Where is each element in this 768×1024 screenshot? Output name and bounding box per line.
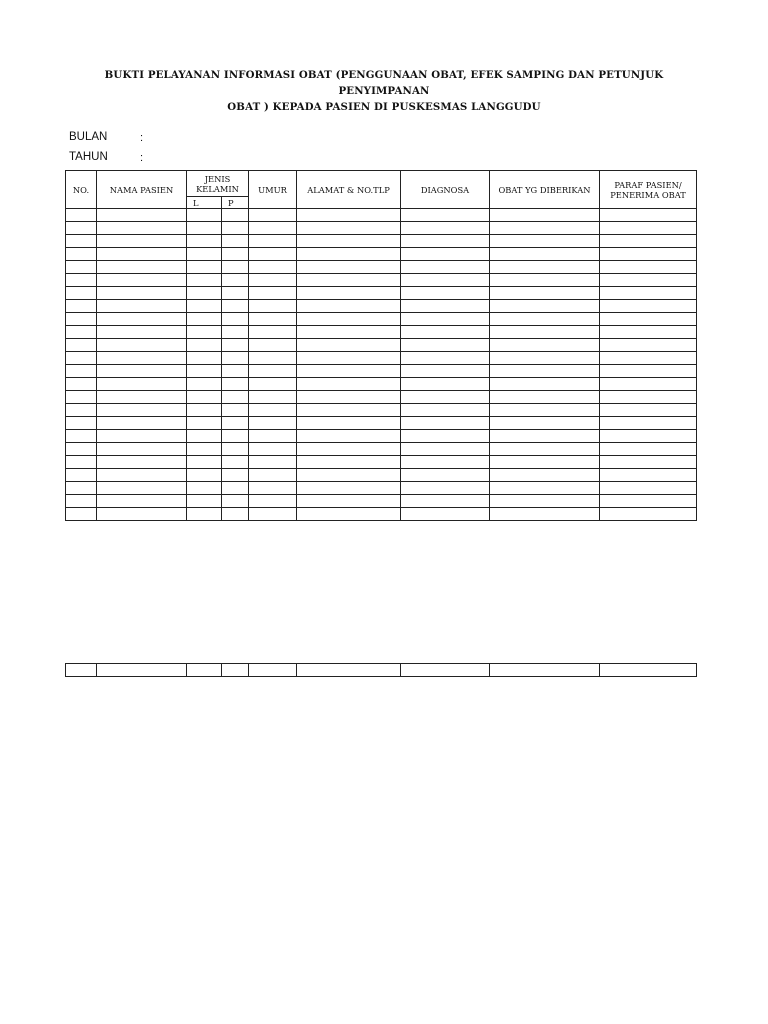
cell-alamat xyxy=(297,664,401,677)
cell-no xyxy=(66,326,97,339)
cell-umur xyxy=(249,326,297,339)
cell-umur xyxy=(249,287,297,300)
cell-nama-pasien xyxy=(97,482,187,495)
cell-no xyxy=(66,404,97,417)
table-row xyxy=(66,274,697,287)
cell-no xyxy=(66,482,97,495)
table-row xyxy=(66,443,697,456)
cell-paraf xyxy=(600,469,697,482)
cell-umur xyxy=(249,417,297,430)
table-row xyxy=(66,261,697,274)
header-jenis-kelamin xyxy=(187,171,249,197)
cell-nama-pasien xyxy=(97,248,187,261)
cell-paraf xyxy=(600,495,697,508)
table-row xyxy=(66,339,697,352)
cell-diagnosa xyxy=(401,261,490,274)
cell-p xyxy=(222,495,249,508)
table-row xyxy=(66,235,697,248)
cell-diagnosa xyxy=(401,339,490,352)
cell-nama-pasien xyxy=(97,443,187,456)
cell-l xyxy=(187,482,222,495)
cell-p xyxy=(222,261,249,274)
cell-umur xyxy=(249,391,297,404)
cell-alamat xyxy=(297,209,401,222)
header-diagnosa: DIAGNOSA xyxy=(401,171,490,209)
cell-nama-pasien xyxy=(97,469,187,482)
cell-alamat xyxy=(297,417,401,430)
cell-diagnosa xyxy=(401,430,490,443)
cell-p xyxy=(222,378,249,391)
cell-nama-pasien xyxy=(97,274,187,287)
footer-body xyxy=(66,664,697,677)
cell-p xyxy=(222,235,249,248)
table-row xyxy=(66,287,697,300)
cell-l xyxy=(187,274,222,287)
cell-diagnosa xyxy=(401,391,490,404)
cell-obat xyxy=(490,391,600,404)
cell-nama-pasien xyxy=(97,352,187,365)
cell-l xyxy=(187,313,222,326)
cell-no xyxy=(66,508,97,521)
cell-obat xyxy=(490,664,600,677)
table-body xyxy=(66,209,697,521)
cell-obat xyxy=(490,469,600,482)
cell-no xyxy=(66,300,97,313)
cell-umur xyxy=(249,209,297,222)
cell-diagnosa xyxy=(401,456,490,469)
cell-alamat xyxy=(297,339,401,352)
table-row xyxy=(66,209,697,222)
cell-obat xyxy=(490,248,600,261)
cell-nama-pasien xyxy=(97,287,187,300)
cell-diagnosa xyxy=(401,235,490,248)
bulan-colon: : xyxy=(140,132,144,144)
cell-paraf xyxy=(600,235,697,248)
table-row xyxy=(66,365,697,378)
cell-l xyxy=(187,430,222,443)
cell-nama-pasien xyxy=(97,664,187,677)
cell-alamat xyxy=(297,248,401,261)
cell-paraf xyxy=(600,456,697,469)
cell-l xyxy=(187,378,222,391)
cell-l xyxy=(187,352,222,365)
cell-nama-pasien xyxy=(97,209,187,222)
cell-no xyxy=(66,222,97,235)
table-row xyxy=(66,430,697,443)
patient-log-table xyxy=(65,170,697,521)
cell-diagnosa xyxy=(401,274,490,287)
table-row xyxy=(66,300,697,313)
cell-nama-pasien xyxy=(97,508,187,521)
cell-no xyxy=(66,313,97,326)
header-jenis-line-2: KELAMIN xyxy=(196,183,239,194)
cell-l xyxy=(187,469,222,482)
cell-l xyxy=(187,261,222,274)
cell-alamat xyxy=(297,430,401,443)
title-line-2: OBAT ) KEPADA PASIEN DI PUSKESMAS LANGGUDU xyxy=(227,101,541,113)
cell-obat xyxy=(490,378,600,391)
cell-diagnosa xyxy=(401,495,490,508)
cell-umur xyxy=(249,274,297,287)
cell-alamat xyxy=(297,443,401,456)
cell-paraf xyxy=(600,300,697,313)
cell-alamat xyxy=(297,300,401,313)
footer-row-table xyxy=(65,663,697,677)
cell-paraf xyxy=(600,482,697,495)
cell-obat xyxy=(490,222,600,235)
table-row xyxy=(66,664,697,677)
cell-paraf xyxy=(600,664,697,677)
cell-umur xyxy=(249,261,297,274)
cell-no xyxy=(66,664,97,677)
table-row xyxy=(66,482,697,495)
cell-paraf xyxy=(600,326,697,339)
cell-umur xyxy=(249,378,297,391)
cell-p xyxy=(222,664,249,677)
table-row xyxy=(66,313,697,326)
cell-no xyxy=(66,443,97,456)
header-alamat: ALAMAT & NO.TLP xyxy=(297,171,401,209)
table-row xyxy=(66,326,697,339)
cell-alamat xyxy=(297,404,401,417)
header-no: NO. xyxy=(66,171,97,209)
cell-p xyxy=(222,365,249,378)
cell-umur xyxy=(249,222,297,235)
cell-p xyxy=(222,430,249,443)
cell-alamat xyxy=(297,261,401,274)
table-row xyxy=(66,456,697,469)
cell-no xyxy=(66,287,97,300)
table-row xyxy=(66,495,697,508)
cell-p xyxy=(222,508,249,521)
cell-nama-pasien xyxy=(97,417,187,430)
cell-no xyxy=(66,339,97,352)
cell-obat xyxy=(490,313,600,326)
cell-p xyxy=(222,274,249,287)
cell-diagnosa xyxy=(401,209,490,222)
cell-paraf xyxy=(600,378,697,391)
cell-umur xyxy=(249,300,297,313)
cell-l xyxy=(187,365,222,378)
cell-alamat xyxy=(297,482,401,495)
cell-diagnosa xyxy=(401,287,490,300)
cell-obat xyxy=(490,456,600,469)
cell-alamat xyxy=(297,287,401,300)
cell-nama-pasien xyxy=(97,365,187,378)
cell-l xyxy=(187,287,222,300)
cell-obat xyxy=(490,417,600,430)
cell-umur xyxy=(249,664,297,677)
header-umur: UMUR xyxy=(249,171,297,209)
header-obat: OBAT YG DIBERIKAN xyxy=(490,171,600,209)
header-paraf-line-1: PARAF PASIEN/ xyxy=(614,179,682,190)
cell-p xyxy=(222,391,249,404)
cell-no xyxy=(66,378,97,391)
cell-p xyxy=(222,287,249,300)
cell-umur xyxy=(249,508,297,521)
cell-obat xyxy=(490,235,600,248)
table-row xyxy=(66,378,697,391)
cell-p xyxy=(222,482,249,495)
cell-nama-pasien xyxy=(97,391,187,404)
cell-umur xyxy=(249,430,297,443)
cell-p xyxy=(222,326,249,339)
cell-diagnosa xyxy=(401,352,490,365)
cell-umur xyxy=(249,248,297,261)
cell-obat xyxy=(490,274,600,287)
cell-umur xyxy=(249,443,297,456)
header-jenis-line-1: JENIS xyxy=(204,173,231,184)
cell-paraf xyxy=(600,261,697,274)
cell-nama-pasien xyxy=(97,495,187,508)
cell-paraf xyxy=(600,443,697,456)
cell-no xyxy=(66,365,97,378)
cell-paraf xyxy=(600,339,697,352)
cell-obat xyxy=(490,495,600,508)
cell-p xyxy=(222,339,249,352)
cell-umur xyxy=(249,339,297,352)
tahun-label: TAHUN xyxy=(69,151,108,163)
cell-umur xyxy=(249,482,297,495)
cell-no xyxy=(66,469,97,482)
cell-diagnosa xyxy=(401,482,490,495)
header-nama-pasien: NAMA PASIEN xyxy=(97,171,187,209)
cell-diagnosa xyxy=(401,365,490,378)
cell-paraf xyxy=(600,209,697,222)
cell-no xyxy=(66,352,97,365)
cell-obat xyxy=(490,482,600,495)
table-row xyxy=(66,391,697,404)
cell-no xyxy=(66,248,97,261)
cell-l xyxy=(187,222,222,235)
cell-alamat xyxy=(297,326,401,339)
cell-paraf xyxy=(600,508,697,521)
table-row xyxy=(66,417,697,430)
cell-diagnosa xyxy=(401,417,490,430)
cell-paraf xyxy=(600,430,697,443)
cell-nama-pasien xyxy=(97,456,187,469)
cell-paraf xyxy=(600,391,697,404)
bulan-label: BULAN xyxy=(69,131,108,143)
cell-l xyxy=(187,209,222,222)
cell-no xyxy=(66,456,97,469)
header-paraf xyxy=(600,171,697,209)
cell-p xyxy=(222,222,249,235)
cell-paraf xyxy=(600,274,697,287)
cell-diagnosa xyxy=(401,222,490,235)
cell-p xyxy=(222,313,249,326)
cell-alamat xyxy=(297,222,401,235)
cell-umur xyxy=(249,352,297,365)
cell-l xyxy=(187,300,222,313)
document-title xyxy=(60,67,708,115)
cell-nama-pasien xyxy=(97,430,187,443)
cell-l xyxy=(187,508,222,521)
header-p: P xyxy=(222,197,249,209)
cell-diagnosa xyxy=(401,313,490,326)
cell-no xyxy=(66,274,97,287)
cell-nama-pasien xyxy=(97,339,187,352)
table-row xyxy=(66,469,697,482)
cell-p xyxy=(222,417,249,430)
cell-no xyxy=(66,391,97,404)
cell-obat xyxy=(490,209,600,222)
cell-p xyxy=(222,443,249,456)
table-row xyxy=(66,508,697,521)
cell-umur xyxy=(249,456,297,469)
cell-alamat xyxy=(297,456,401,469)
cell-obat xyxy=(490,443,600,456)
cell-umur xyxy=(249,365,297,378)
cell-obat xyxy=(490,508,600,521)
cell-alamat xyxy=(297,495,401,508)
cell-no xyxy=(66,495,97,508)
cell-p xyxy=(222,209,249,222)
cell-alamat xyxy=(297,378,401,391)
cell-p xyxy=(222,300,249,313)
tahun-colon: : xyxy=(140,152,144,164)
cell-l xyxy=(187,339,222,352)
cell-alamat xyxy=(297,365,401,378)
header-l: L xyxy=(187,197,222,209)
cell-diagnosa xyxy=(401,326,490,339)
cell-umur xyxy=(249,404,297,417)
cell-diagnosa xyxy=(401,378,490,391)
cell-obat xyxy=(490,300,600,313)
cell-p xyxy=(222,248,249,261)
cell-l xyxy=(187,235,222,248)
cell-alamat xyxy=(297,508,401,521)
table-row xyxy=(66,222,697,235)
cell-obat xyxy=(490,365,600,378)
cell-p xyxy=(222,456,249,469)
cell-alamat xyxy=(297,391,401,404)
cell-alamat xyxy=(297,235,401,248)
cell-umur xyxy=(249,469,297,482)
cell-diagnosa xyxy=(401,248,490,261)
cell-diagnosa xyxy=(401,300,490,313)
cell-no xyxy=(66,235,97,248)
cell-diagnosa xyxy=(401,404,490,417)
cell-alamat xyxy=(297,352,401,365)
cell-obat xyxy=(490,352,600,365)
cell-nama-pasien xyxy=(97,235,187,248)
cell-umur xyxy=(249,495,297,508)
cell-no xyxy=(66,261,97,274)
cell-l xyxy=(187,495,222,508)
cell-l xyxy=(187,326,222,339)
cell-l xyxy=(187,443,222,456)
cell-paraf xyxy=(600,287,697,300)
cell-obat xyxy=(490,287,600,300)
cell-nama-pasien xyxy=(97,222,187,235)
cell-paraf xyxy=(600,248,697,261)
table-row xyxy=(66,352,697,365)
cell-no xyxy=(66,417,97,430)
cell-p xyxy=(222,352,249,365)
cell-diagnosa xyxy=(401,664,490,677)
header-paraf-line-2: PENERIMA OBAT xyxy=(610,189,686,200)
cell-alamat xyxy=(297,274,401,287)
cell-l xyxy=(187,456,222,469)
cell-nama-pasien xyxy=(97,378,187,391)
table-row xyxy=(66,248,697,261)
cell-paraf xyxy=(600,404,697,417)
cell-nama-pasien xyxy=(97,300,187,313)
title-line-1: BUKTI PELAYANAN INFORMASI OBAT (PENGGUNAAN OBAT, EFEK SAMPING DAN PETUNJUK PENYIMPANAN xyxy=(104,69,664,97)
cell-nama-pasien xyxy=(97,404,187,417)
cell-l xyxy=(187,664,222,677)
cell-no xyxy=(66,430,97,443)
cell-umur xyxy=(249,313,297,326)
cell-obat xyxy=(490,404,600,417)
cell-diagnosa xyxy=(401,469,490,482)
cell-paraf xyxy=(600,352,697,365)
cell-obat xyxy=(490,430,600,443)
cell-l xyxy=(187,417,222,430)
cell-diagnosa xyxy=(401,508,490,521)
cell-paraf xyxy=(600,222,697,235)
cell-diagnosa xyxy=(401,443,490,456)
cell-alamat xyxy=(297,313,401,326)
cell-nama-pasien xyxy=(97,261,187,274)
cell-obat xyxy=(490,326,600,339)
cell-p xyxy=(222,404,249,417)
cell-nama-pasien xyxy=(97,313,187,326)
cell-l xyxy=(187,248,222,261)
cell-no xyxy=(66,209,97,222)
cell-p xyxy=(222,469,249,482)
cell-nama-pasien xyxy=(97,326,187,339)
cell-paraf xyxy=(600,417,697,430)
cell-alamat xyxy=(297,469,401,482)
table-row xyxy=(66,404,697,417)
cell-umur xyxy=(249,235,297,248)
cell-l xyxy=(187,404,222,417)
cell-obat xyxy=(490,339,600,352)
cell-paraf xyxy=(600,365,697,378)
cell-l xyxy=(187,391,222,404)
cell-paraf xyxy=(600,313,697,326)
cell-obat xyxy=(490,261,600,274)
